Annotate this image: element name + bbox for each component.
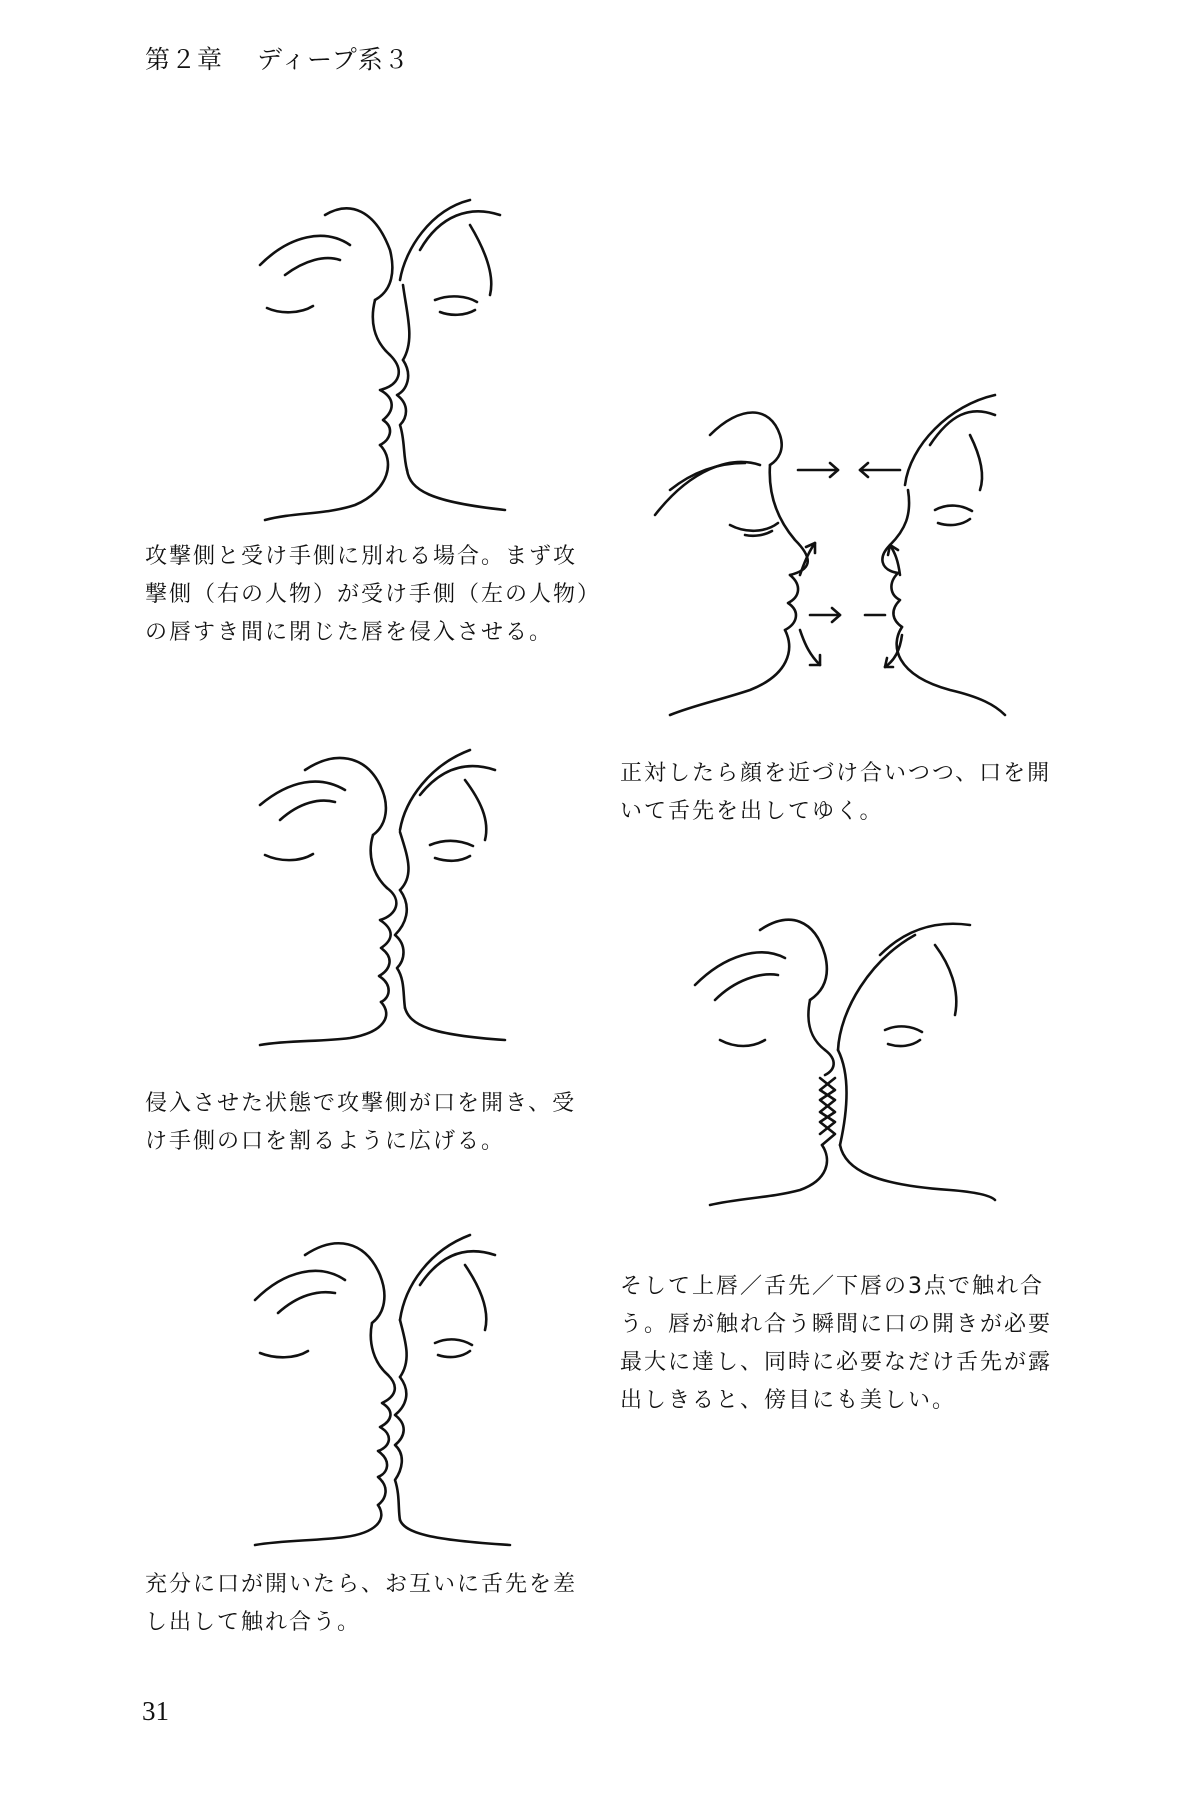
caption-line: 最大に達し、同時に必要なだけ舌先が露 [620, 1350, 1053, 1375]
caption-line: 侵入させた状態で攻撃側が口を開き、受 [145, 1091, 577, 1116]
caption-step1 [145, 538, 601, 652]
illustration-facing [650, 375, 1010, 715]
caption-line: け手側の口を割るように広げる。 [145, 1129, 506, 1154]
caption-line: 出しきると、傍目にも美しい。 [620, 1388, 957, 1413]
illustration-three-point-touch [690, 900, 1000, 1200]
caption-line: そして上唇／舌先／下唇の3点で触れ合 [620, 1274, 1044, 1299]
illustration-opening [255, 740, 515, 1040]
chapter-header [145, 40, 410, 76]
caption-line: う。唇が触れ合う瞬間に口の開きが必要 [620, 1312, 1053, 1337]
chapter-number: 第２章 [145, 45, 224, 74]
caption-step2 [620, 755, 1051, 831]
caption-line: 撃側（右の人物）が受け手側（左の人物） [145, 582, 602, 607]
illustration-insertion [255, 190, 515, 510]
caption-step5 [145, 1566, 577, 1642]
caption-line: いて舌先を出してゆく。 [620, 799, 884, 824]
caption-line: 充分に口が開いたら、お互いに舌先を差 [145, 1572, 578, 1597]
caption-line: 正対したら顔を近づけ合いつつ、口を開 [620, 761, 1052, 786]
illustration-tongues-touch [250, 1225, 520, 1545]
caption-line: し出して触れ合う。 [145, 1610, 362, 1635]
caption-line: の唇すき間に閉じた唇を侵入させる。 [145, 620, 554, 645]
caption-step3 [145, 1085, 576, 1161]
chapter-title: ディープ系３ [257, 45, 410, 74]
caption-step4 [620, 1268, 1052, 1420]
page-number: 31 [142, 1696, 169, 1726]
caption-line: 攻撃側と受け手側に別れる場合。まず攻 [145, 544, 578, 569]
